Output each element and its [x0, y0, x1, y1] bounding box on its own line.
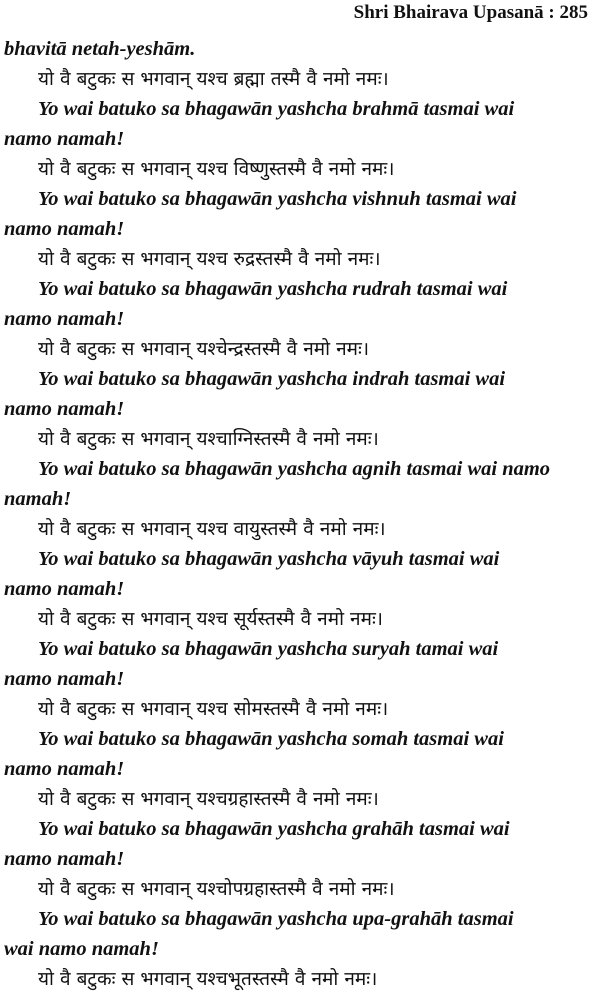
sanskrit-verse-line: यो वै बटुकः स भगवान् यश्चभूतस्तस्मै वै नमो नमः। [38, 968, 378, 990]
transliteration-line: namo namah! [4, 758, 125, 780]
transliteration-line: namah! [4, 488, 72, 510]
transliteration-line: Yo wai batuko sa bhagawān yashcha suryah tamai wai [38, 638, 499, 660]
transliteration-line: Yo wai batuko sa bhagawān yashcha brahmā tasmai wai [38, 98, 515, 120]
sanskrit-verse-line: यो वै बटुकः स भगवान् यश्च रुद्रस्तस्मै वै नमो नमः। [38, 248, 381, 270]
sanskrit-verse-line: यो वै बटुकः स भगवान् यश्च सोमस्तस्मै वै नमो नमः। [38, 698, 389, 720]
sanskrit-verse-line: यो वै बटुकः स भगवान् यश्च विष्णुस्तस्मै वै नमो नमः। [38, 158, 395, 180]
transliteration-line: namo namah! [4, 398, 125, 420]
transliteration-line: namo namah! [4, 578, 125, 600]
transliteration-line: namo namah! [4, 128, 125, 150]
sanskrit-verse-line: यो वै बटुकः स भगवान् यश्चग्रहास्तस्मै वै नमो नमः। [38, 788, 379, 810]
transliteration-line: namo namah! [4, 218, 125, 240]
transliteration-line: Yo wai batuko sa bhagawān yashcha indrah tasmai wai [38, 368, 506, 390]
sanskrit-verse-line: यो वै बटुकः स भगवान् यश्च वायुस्तस्मै वै नमो नमः। [38, 518, 386, 540]
sanskrit-verse-line: यो वै बटुकः स भगवान् यश्च ब्रह्मा तस्मै वै नमो नमः। [38, 68, 389, 90]
running-header: Shri Bhairava Upasanā : 285 [353, 2, 588, 23]
transliteration-line: namo namah! [4, 668, 125, 690]
sanskrit-verse-line: यो वै बटुकः स भगवान् यश्चोपग्रहास्तस्मै वै नमो नमः। [38, 878, 395, 900]
transliteration-line: bhavitā netah-yeshām. [4, 38, 196, 60]
transliteration-line: Yo wai batuko sa bhagawān yashcha upa-grahāh tasmai [38, 908, 514, 930]
transliteration-line: Yo wai batuko sa bhagawān yashcha grahāh tasmai wai [38, 818, 510, 840]
transliteration-line: namo namah! [4, 308, 125, 330]
transliteration-line: Yo wai batuko sa bhagawān yashcha somah tasmai wai [38, 728, 504, 750]
transliteration-line: Yo wai batuko sa bhagawān yashcha rudrah tasmai wai [38, 278, 508, 300]
transliteration-line: Yo wai batuko sa bhagawān yashcha agnih tasmai wai namo [38, 458, 551, 480]
transliteration-line: Yo wai batuko sa bhagawān yashcha vāyuh tasmai wai [38, 548, 500, 570]
transliteration-line: Yo wai batuko sa bhagawān yashcha vishnuh tasmai wai [38, 188, 517, 210]
transliteration-line: namo namah! [4, 848, 125, 870]
transliteration-line: wai namo namah! [4, 938, 159, 960]
sanskrit-verse-line: यो वै बटुकः स भगवान् यश्चेन्द्रस्तस्मै वै नमो नमः। [38, 338, 370, 360]
sanskrit-verse-line: यो वै बटुकः स भगवान् यश्च सूर्यस्तस्मै वै नमो नमः। [38, 608, 383, 630]
sanskrit-verse-line: यो वै बटुकः स भगवान् यश्चाग्निस्तस्मै वै नमो नमः। [38, 428, 379, 450]
text-body [0, 34, 600, 994]
